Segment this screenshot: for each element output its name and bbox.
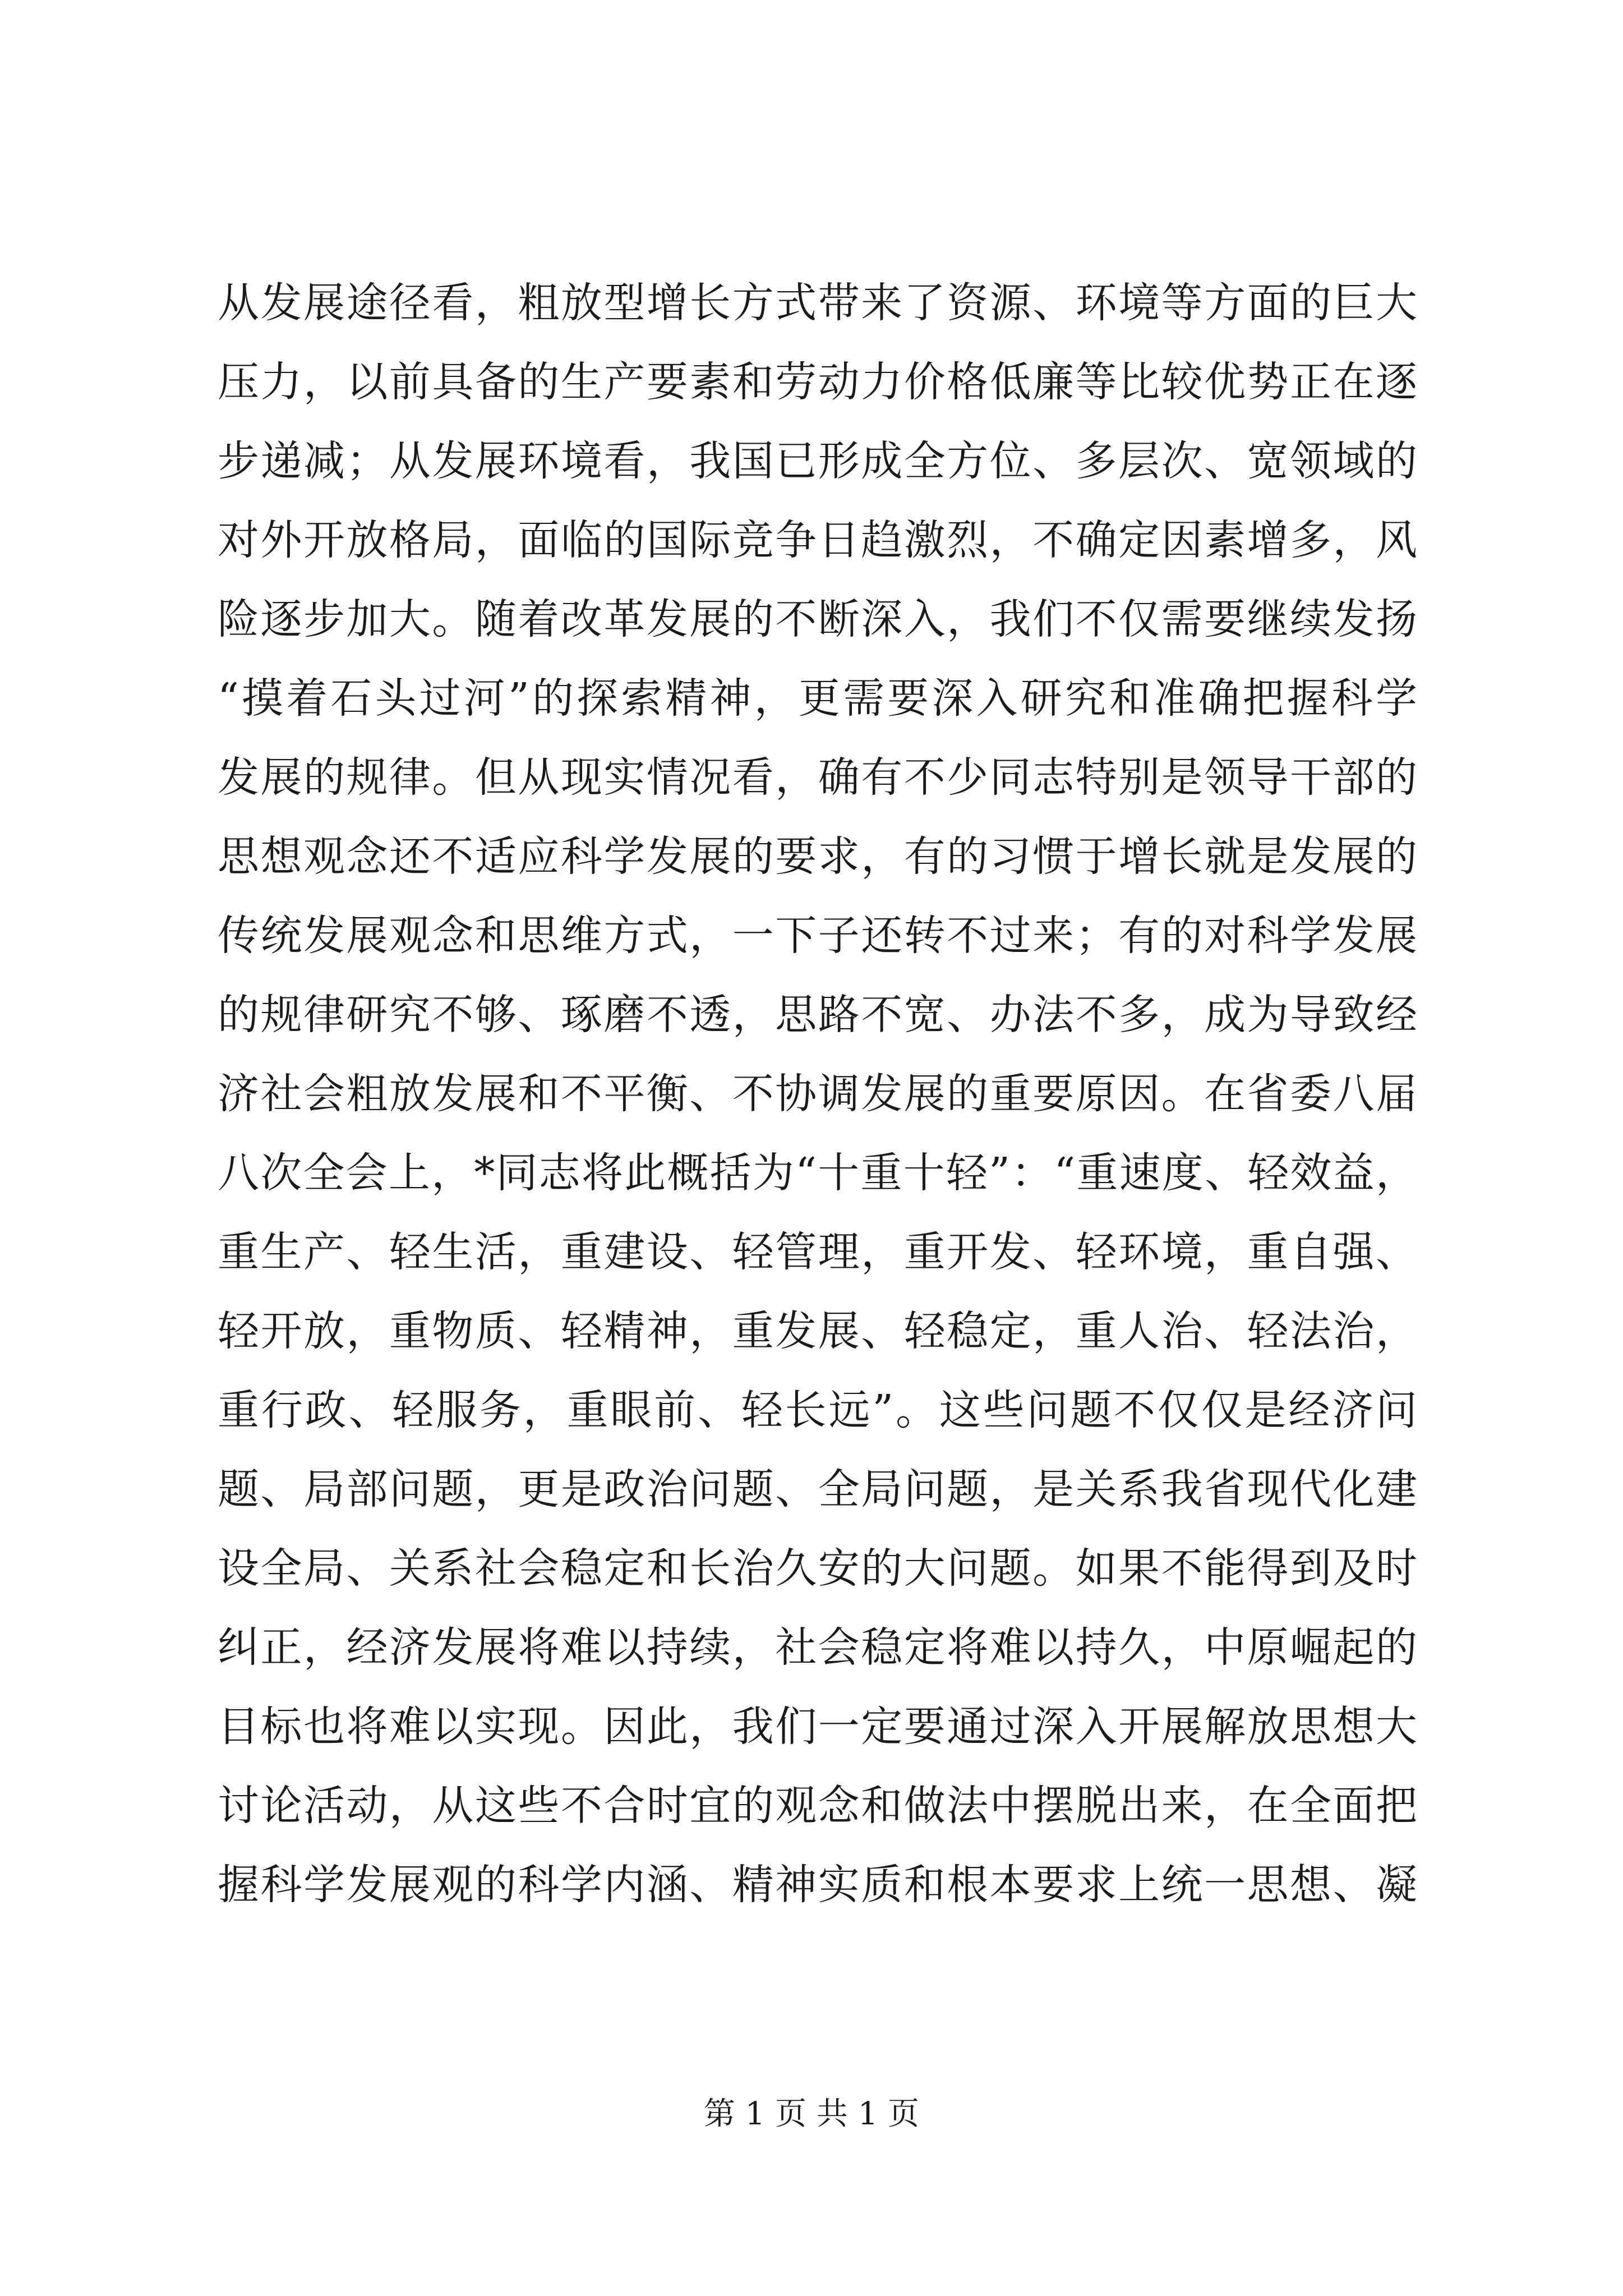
text-line: 握科学发展观的科学内涵、精神实质和根本要求上统一思想、凝 xyxy=(218,1861,1418,1909)
text-line: 设全局、关系社会稳定和长治久安的大问题。如果不能得到及时 xyxy=(218,1544,1418,1593)
text-line: 重生产、轻生活，重建设、轻管理，重开发、轻环境，重自强、 xyxy=(218,1228,1418,1276)
text-line: 八次全会上，*同志将此概括为“十重十轻”：“重速度、轻效益， xyxy=(218,1149,1418,1197)
text-line: 传统发展观念和思维方式，一下子还转不过来；有的对科学发展 xyxy=(218,912,1418,960)
text-line: 题、局部问题，更是政治问题、全局问题，是关系我省现代化建 xyxy=(218,1465,1418,1513)
text-line: 目标也将难以实现。因此，我们一定要通过深入开展解放思想大 xyxy=(218,1703,1418,1751)
text-line: “摸着石头过河”的探索精神，更需要深入研究和准确把握科学 xyxy=(218,674,1418,723)
text-line: 纠正，经济发展将难以持续，社会稳定将难以持久，中原崛起的 xyxy=(218,1623,1418,1672)
text-line: 讨论活动，从这些不合时宜的观念和做法中摆脱出来，在全面把 xyxy=(218,1782,1418,1830)
text-line: 思想观念还不适应科学发展的要求，有的习惯于增长就是发展的 xyxy=(218,832,1418,881)
text-line: 济社会粗放发展和不平衡、不协调发展的重要原因。在省委八届 xyxy=(218,1070,1418,1118)
text-line: 轻开放，重物质、轻精神，重发展、轻稳定，重人治、轻法治， xyxy=(218,1307,1418,1355)
text-line: 从发展途径看，粗放型增长方式带来了资源、环境等方面的巨大 xyxy=(218,279,1418,327)
text-line: 发展的规律。但从现实情况看，确有不少同志特别是领导干部的 xyxy=(218,753,1418,802)
text-line: 的规律研究不够、琢磨不透，思路不宽、办法不多，成为导致经 xyxy=(218,991,1418,1039)
text-line: 步递减；从发展环境看，我国已形成全方位、多层次、宽领域的 xyxy=(218,437,1418,485)
text-line: 险逐步加大。随着改革发展的不断深入，我们不仅需要继续发扬 xyxy=(218,595,1418,643)
body-paragraph xyxy=(218,264,1418,1925)
page-footer: 第 1 页 共 1 页 xyxy=(703,2096,920,2132)
text-line: 重行政、轻服务，重眼前、轻长远”。这些问题不仅仅是经济问 xyxy=(218,1386,1418,1434)
text-line: 对外开放格局，面临的国际竞争日趋激烈，不确定因素增多，风 xyxy=(218,516,1418,564)
text-line: 压力，以前具备的生产要素和劳动力价格低廉等比较优势正在逐 xyxy=(218,358,1418,406)
